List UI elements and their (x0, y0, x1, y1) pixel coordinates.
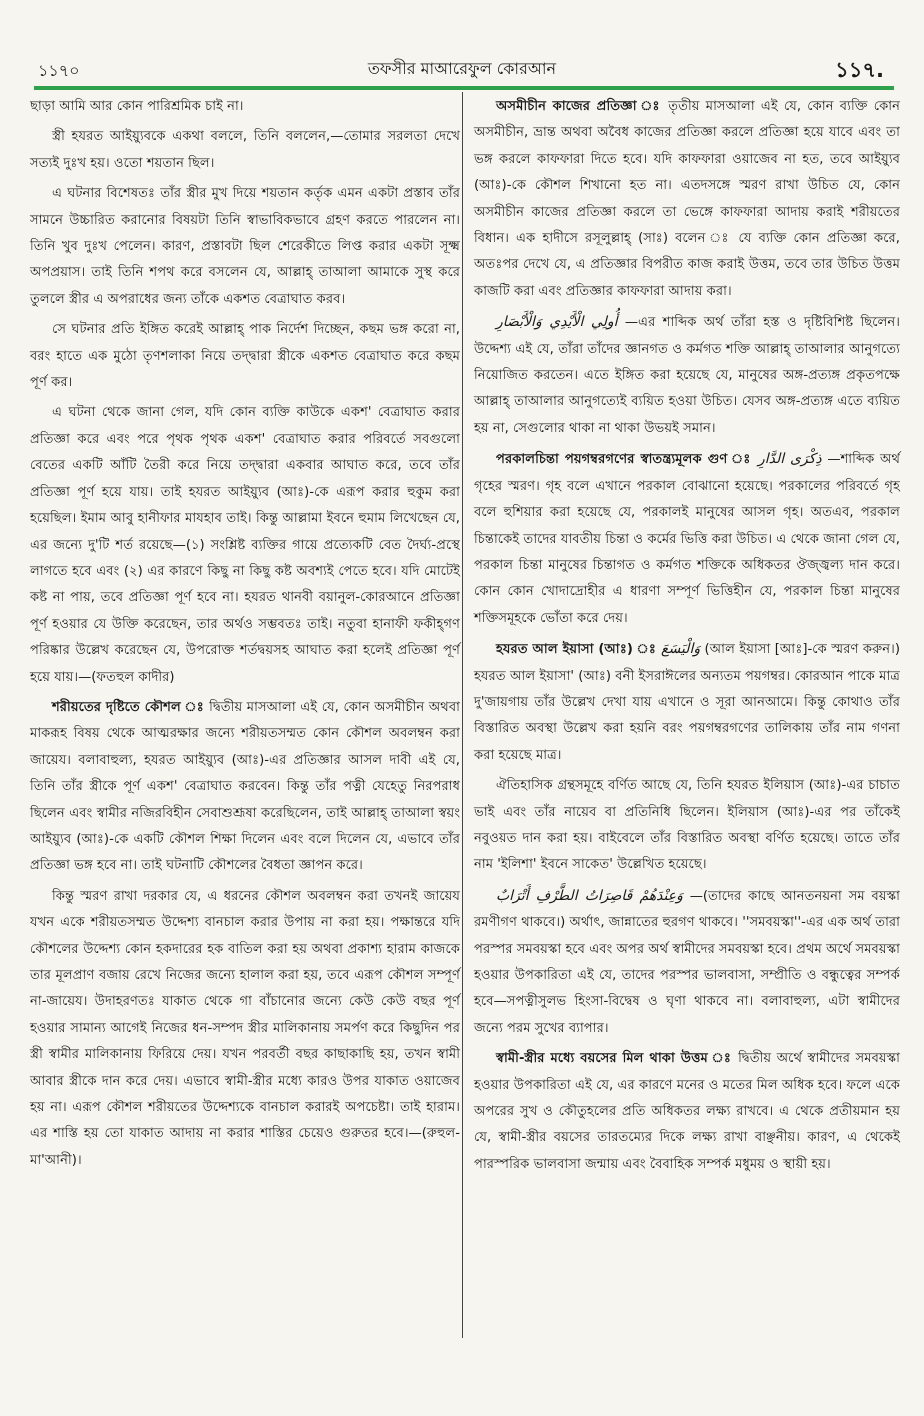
paragraph-text: এ ঘটনার বিশেষতঃ তাঁর স্ত্রীর মুখ দিয়ে শয়তান কর্তৃক এমন একটা প্রস্তাব তাঁর সামনে উচ্চারিত করানোর বিষয়টা তিনি স্বাভাবিকভাবে গ্রহণ করতে পারলেন না। তিনি খুব দুঃখ পেলেন। কারণ, প্রস্তাবটা ছিল শেরেকীতে লিপ্ত করার একটা সূক্ষ্ম অপপ্রয়াস। তাই তিনি শপথ করে বসলেন যে, আল্লাহ্‌ তাআলা আমাকে সুস্থ করে তুললে স্ত্রীর এ অপরাধের জন্য তাঁকে একশত বেত্রাঘাত করব। (30, 186, 460, 307)
paragraph-heading: শরীয়তের দৃষ্টিতে কৌশল ঃ (52, 699, 210, 715)
paragraph (474, 636, 900, 769)
paragraph-heading: স্বামী-স্ত্রীর মধ্যে বয়সের মিল থাকা উত্তম ঃ (496, 1051, 739, 1067)
paragraph (30, 695, 460, 880)
paragraph-heading: হযরত আল ইয়াসা (আঃ) ঃ (496, 642, 662, 658)
paragraph (474, 773, 900, 879)
page-header (0, 52, 924, 82)
paragraph-text: —শাব্দিক অর্থ গৃহের স্মরণ। গৃহ বলে এখানে পরকাল বোঝানো হয়েছে। পরকালের পরিবর্তে গৃহ বলে হুশিয়ার করা হয়েছে যে, পরকালই মানুষের আসল গৃহ। অতএব, পরকাল চিন্তাকেই তাদের যাবতীয় চিন্তা ও কর্মের ভিত্তি করা উচিত। এ থেকে জানা গেল যে, পরকাল চিন্তা মানুষের চিন্তাগত ও কর্মগত শক্তিকে অধিকতর ঔজ্জ্বল্য দান করে। কোন কোন খোদাদ্রোহীর এ ধারণা সম্পূর্ণ ভিত্তিহীন যে, পরকাল চিন্তা মানুষের শক্তিসমূহকে ভোঁতা করে দেয়। (474, 452, 901, 626)
paragraph (30, 400, 460, 690)
paragraph-heading: পরকালচিন্তা পয়গম্বরগণের স্বাতন্ত্র্যমূলক গুণ ঃ (496, 452, 758, 468)
paragraph-text: ঐতিহাসিক গ্রন্থসমূহে বর্ণিত আছে যে, তিনি হযরত ইলিয়াস (আঃ)-এর চাচাত ভাই এবং তাঁর নায়েব বা প্রতিনিধি ছিলেন। ইলিয়াস (আঃ)-এর পর তাঁকেই নবুওয়ত দান করা হয়। বাইবেলে তাঁর বিস্তারিত অবস্থা বর্ণিত হয়েছে। তাতে তাঁর নাম 'ইলিশা' ইবনে সাকেত' উল্লেখিত হয়েছে। (474, 778, 900, 873)
running-title: তফসীর মাআরেফুল কোরআন (367, 59, 557, 78)
arabic-quote: وَعِنْدَهُمْ قَاصِرَاتُ الطَّرْفِ أَتْرَابٌ (496, 887, 683, 904)
paragraph (474, 1046, 900, 1178)
header-rule (34, 86, 894, 90)
paragraph-text: দ্বিতীয় অর্থে স্বামীদের সমবয়স্কা হওয়ার উপকারিতা এই যে, এর কারণে মনের ও মতের মিল অধিক হবে। ফলে একে অপরের সুখ ও কৌতুহলের প্রতি অধিকতর লক্ষ্য রাখবে। এ থেকে প্রতীয়মান হয় যে, স্বামী-স্ত্রীর বয়সের তারতম্যের দিকে লক্ষ্য রাখা বাঞ্ছনীয়। কারণ, এ থেকেই পারস্পরিক ভালবাসা জন্মায় এবং বৈবাহিক সম্পর্ক মধুময় ও স্থায়ী হয়। (474, 1051, 900, 1172)
paragraph (474, 94, 900, 305)
paragraph (474, 309, 900, 442)
paragraph-text: তৃতীয় মাসআলা এই যে, কোন ব্যক্তি কোন অসমীচীন, ভ্রান্ত অথবা অবৈধ কাজের প্রতিজ্ঞা করলে প্রতিজ্ঞা হয়ে যাবে এবং তা ভঙ্গ করলে কাফফারা দিতে হবে। যদি কাফফারা ওয়াজেব না হত, তবে আইয়্যুব (আঃ)-কে কৌশল শিখানো হত না। এতদসঙ্গে স্মরণ রাখা উচিত যে, কোন অসমীচীন কাজের প্রতিজ্ঞা করলে তা ভেঙ্গে কাফফারা আদায় করাই শরীয়তের বিধান। এক হাদীসে রসূলুল্লাহ্‌ (সাঃ) বলেন ঃ যে ব্যক্তি কোন প্রতিজ্ঞা করে, অতঃপর দেখে যে, এ প্রতিজ্ঞার বিপরীত কাজ করাই উত্তম, তবে তার উচিত উত্তম কাজটি করা এবং প্রতিজ্ঞার কাফফারা আদায় করা। (474, 99, 901, 299)
paragraph-text: দ্বিতীয় মাসআলা এই যে, কোন অসমীচীন অথবা মাকরূহ বিষয় থেকে আত্মরক্ষার জন্যে শরীয়তসম্মত কোন কৌশল অবলম্বন করা জায়েয। বলাবাহুল্য, হযরত আইয়্যুব (আঃ)-এর প্রতিজ্ঞার আসল দাবী এই যে, তিনি তাঁর স্ত্রীকে পূর্ণ একশ' বেত্রাঘাত করবেন। কিন্তু তাঁর পত্নী যেহেতু নিরপরাধ ছিলেন এবং স্বামীর নজিরবিহীন সেবাশুশ্রূষা করেছিলেন, তাই আল্লাহ্‌ তাআলা স্বয়ং আইয়্যুব (আঃ)-কে একটি কৌশল শিক্ষা দিলেন এবং বলে দিলেন যে, এভাবে তাঁর প্রতিজ্ঞা ভঙ্গ হবে না। তাই ঘটনাটি কৌশলের বৈধতা জ্ঞাপন করে। (30, 699, 460, 874)
paragraph (30, 181, 460, 313)
right-column (474, 94, 900, 1182)
page-number-left: ১১৭০ (38, 61, 80, 80)
left-column (30, 94, 460, 1178)
paragraph (474, 446, 900, 632)
arabic-quote: أُولِي الْأَيْدِي وَالْأَبْصَارِ (496, 314, 618, 331)
arabic-quote: ذِكْرَى الدَّارِ (757, 451, 822, 468)
paragraph-text: (আল ইয়াসা [আঃ]-কে স্মরণ করুন।) হযরত আল ইয়াসা' (আঃ) বনী ইসরাঈলের অন্যতম পয়গম্বর। কোরআন পাকে মাত্র দু'জায়গায় তাঁর উল্লেখ দেখা যায় এখানে ও সূরা আনআমে। কিন্তু কোথাও তাঁর বিস্তারিত অবস্থা উল্লেখ করা হয়নি বরং পয়গম্বরগণের তালিকায় তাঁর নাম গণনা করা হয়েছে মাত্র। (474, 642, 900, 763)
paragraph (474, 883, 900, 1042)
paragraph-text: ছাড়া আমি আর কোন পারিশ্রমিক চাই না। (30, 99, 244, 114)
page-number-right: ১১৭. (835, 58, 884, 82)
paragraph-text: স্ত্রী হযরত আইয়্যুবকে একথা বললে, তিনি বললেন,—তোমার সরলতা দেখে সত্যই দুঃখ হয়। ওতো শয়তান ছিল। (30, 129, 460, 171)
paragraph-text: কিন্তু স্মরণ রাখা দরকার যে, এ ধরনের কৌশল অবলম্বন করা তখনই জায়েয যখন একে শরীয়তসম্মত উদ্দেশ্য বানচাল করার উপায় না করা হয়। পক্ষান্তরে যদি কৌশলের উদ্দেশ্য কোন হকদারের হক বাতিল করা হয় অথবা প্রকাশ্য হারাম কাজকে তার মূলপ্রাণ বজায় রেখে নিজের জন্যে হালাল করা হয়, তবে এরূপ কৌশল সম্পূর্ণ না-জায়েয। উদাহরণতঃ যাকাত থেকে গা বাঁচানোর জন্যে কেউ কেউ বছর পূর্ণ হওয়ার সামান্য আগেই নিজের ধন-সম্পদ স্ত্রীর মালিকানায় সমর্পণ করে কিছুদিন পর স্ত্রী স্বামীর মালিকানায় ফিরিয়ে দেয়। যখন পরবর্তী বছর কাছাকাছি হয়, তখন স্বামী আবার স্ত্রীকে দান করে দেয়। এভাবে স্বামী-স্ত্রীর মধ্যে কারও উপর যাকাত ওয়াজেব হয় না। এরূপ কৌশল শরীয়তের উদ্দেশ্যকে বানচাল করারই অপচেষ্টা। তাই হারাম। এর শাস্তি হয় তো যাকাত আদায় না করার শাস্তির চেয়েও গুরুতর হবে।—(রুহুল-মা'আনী)। (30, 888, 460, 1168)
paragraph (30, 884, 460, 1174)
paragraph-text: —(তাদের কাছে আনতনয়না সম বয়স্কা রমণীগণ থাকবে।) অর্থাৎ, জান্নাতের হুরগণ থাকবে। ''সমবয়স্কা''-এর এক অর্থ তারা পরস্পর সমবয়স্কা হবে এবং অপর অর্থ স্বামীদের সমবয়স্কা হবে। প্রথম অর্থে সমবয়স্কা হওয়ার উপকারিতা এই যে, তাদের পরস্পর ভালবাসা, সম্প্রীতি ও বন্ধুত্বের সম্পর্ক হবে—সপত্নীসুলভ হিংসা-বিদ্বেষ ও ঘৃণা থাকবে না। বলাবাহুল্য, এটা স্বামীদের জন্যে পরম সুখের ব্যাপার। (474, 888, 900, 1036)
paragraph (30, 124, 460, 177)
paragraph-heading: অসমীচীন কাজের প্রতিজ্ঞা ঃ (496, 99, 669, 114)
paragraph-text: সে ঘটনার প্রতি ইঙ্গিত করেই আল্লাহ্‌ পাক নির্দেশ দিচ্ছেন, কছম ভঙ্গ করো না, বরং হাতে এক মুঠো তৃণশলাকা নিয়ে তদ্দ্বারা স্ত্রীকে একশত বেত্রাঘাত করে কছম পূর্ণ কর। (30, 322, 460, 391)
paragraph-text: —এর শাব্দিক অর্থ তাঁরা হস্ত ও দৃষ্টিবিশিষ্ট ছিলেন। উদ্দেশ্য এই যে, তাঁরা তাঁদের জ্ঞানগত ও কর্মগত শক্তি আল্লাহ্‌ তাআলার আনুগত্যে নিয়োজিত করতেন। এতে ইঙ্গিত করা হয়েছে যে, মানুষের অঙ্গ-প্রত্যঙ্গ প্রকৃতপক্ষে আল্লাহ্‌ তাআলার আনুগত্যেই ব্যয়িত হওয়া উচিত। যেসব অঙ্গ-প্রত্যঙ্গ এতে ব্যয়িত হয় না, সেগুলোর থাকা না থাকা উভয়ই সমান। (474, 315, 901, 436)
paragraph (30, 317, 460, 396)
paragraph (30, 94, 460, 120)
paragraph-text: এ ঘটনা থেকে জানা গেল, যদি কোন ব্যক্তি কাউকে একশ' বেত্রাঘাত করার প্রতিজ্ঞা করে এবং পরে পৃথক পৃথক একশ' বেত্রাঘাত করার পরিবর্তে সবগুলো বেতের একটি আঁটি তৈরী করে নিয়ে তদ্দ্বারা একবার আঘাত করে, তবে তাঁর প্রতিজ্ঞা পূর্ণ হয়ে যায়। তাই হযরত আইয়্যুব (আঃ)-কে এরূপ করার হুকুম করা হয়েছিল। ইমাম আবু হানীফার মাযহাব তাই। কিন্তু আল্লামা ইবনে হুমাম লিখেছেন যে, এর জন্যে দু'টি শর্ত রয়েছে—(১) সংশ্লিষ্ট ব্যক্তির গায়ে প্রত্যেকটি বেত দৈর্ঘ্য-প্রস্থে লাগতে হবে এবং (২) এর কারণে কিছু না কিছু কষ্ট অবশ্যই পেতে হবে। যদি মোটেই কষ্ট না পায়, তবে প্রতিজ্ঞা পূর্ণ হবে না। হযরত থানবী বয়ানুল-কোরআনে প্রতিজ্ঞা পূর্ণ হওয়ার যে উক্তি করেছেন, তার অর্থও সম্ভবতঃ তাই। নতুবা হানাফী ফকীহ্‌গণ পরিষ্কার উল্লেখ করেছেন যে, উপরোক্ত শর্তদ্বয়সহ আঘাত করা হলেই প্রতিজ্ঞা পূর্ণ হয়ে যায়।—(ফতহুল কাদীর) (30, 405, 460, 685)
arabic-quote: وَالْيَسَعَ (661, 641, 701, 658)
column-divider (462, 92, 463, 1338)
